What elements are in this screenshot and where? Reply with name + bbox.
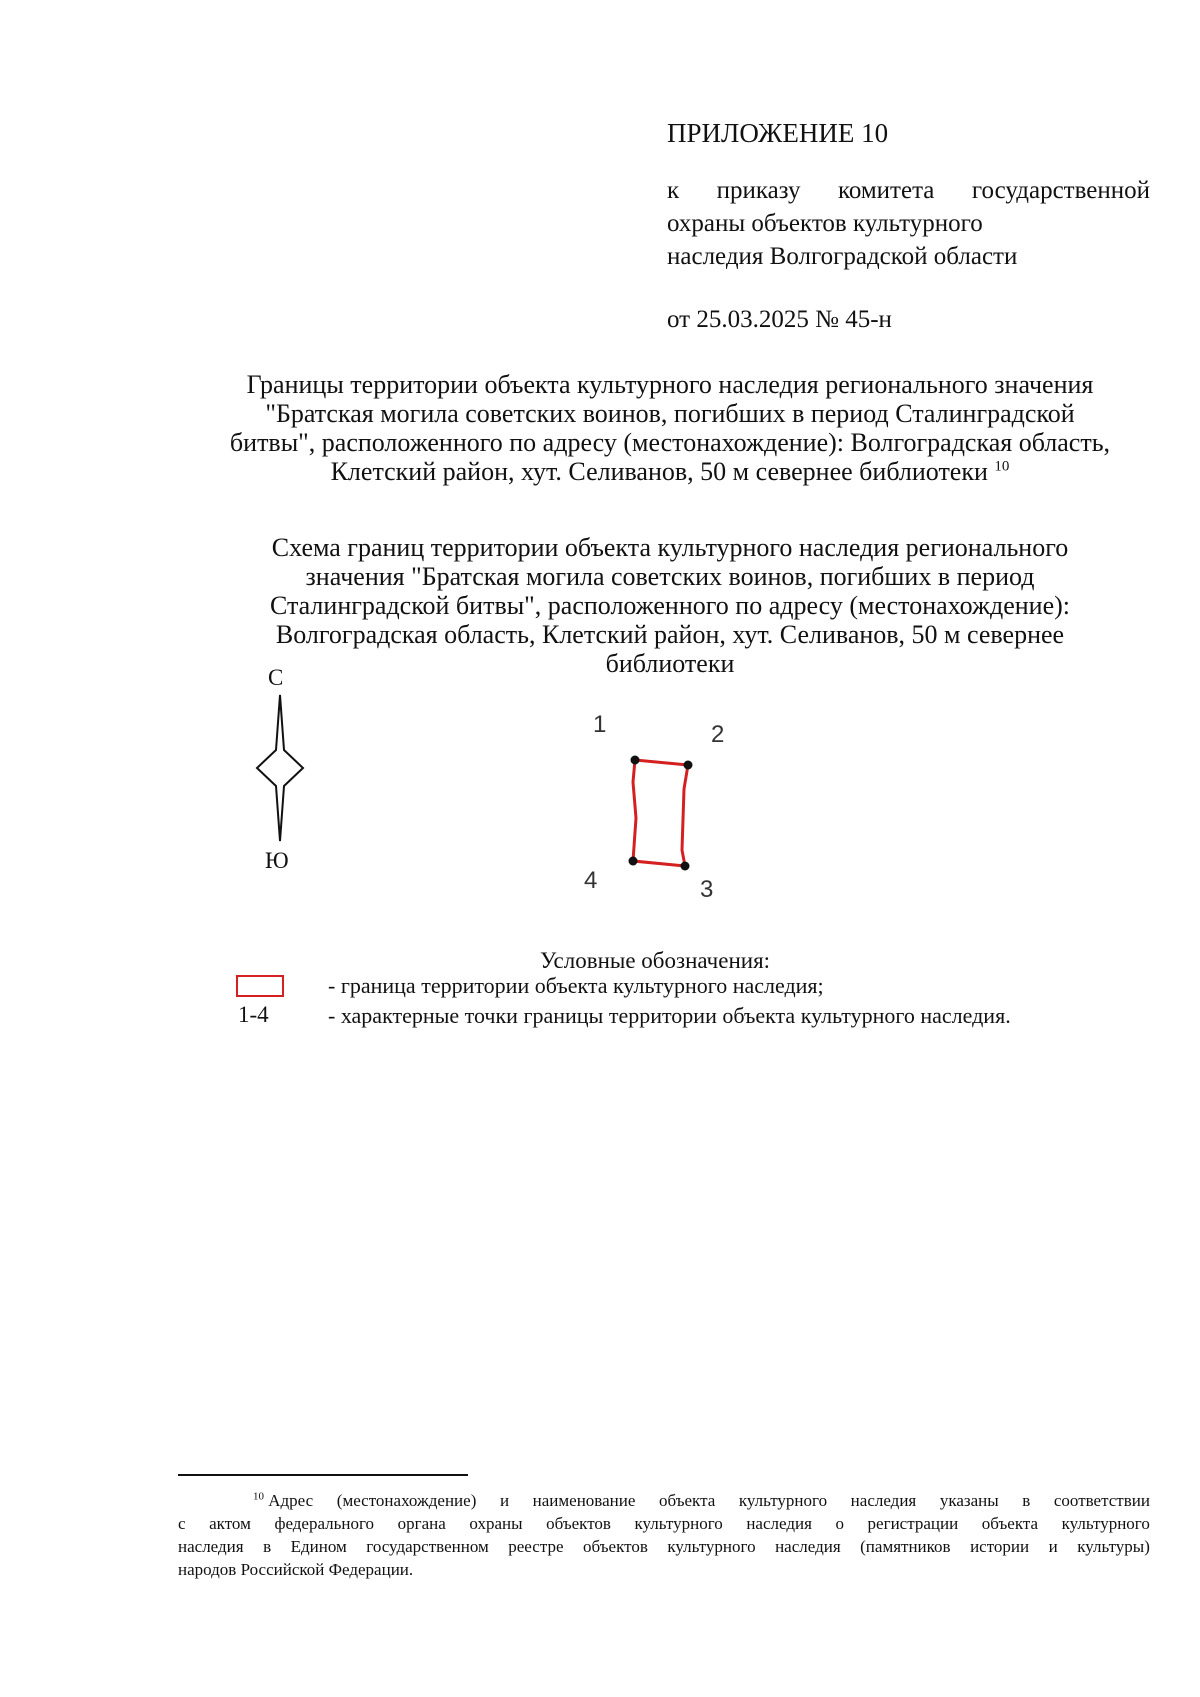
- footnote-word: наследия: [850, 1491, 917, 1510]
- footnote-separator: [178, 1474, 468, 1476]
- main-title: [150, 370, 1190, 486]
- boundary-point-1: [631, 756, 640, 765]
- footnote-word: и: [1048, 1537, 1058, 1556]
- footnote-word: Едином: [290, 1537, 347, 1556]
- footnote-word-first: [253, 1489, 313, 1512]
- footnote-line-3: [178, 1535, 1150, 1558]
- footnote-word: (местонахождение): [336, 1491, 477, 1510]
- scheme-title-line: Волгоградская область, Клетский район, хут. Селиванов, 50 м севернее: [275, 620, 1065, 649]
- footnote-word: государственном: [366, 1537, 489, 1556]
- footnote-word: о: [835, 1514, 844, 1533]
- footnote-word: объекта: [981, 1514, 1039, 1533]
- appendix-ref-word: государственной: [971, 177, 1150, 204]
- footnote-word: культурного: [1061, 1514, 1150, 1533]
- footnote-word: наименование: [532, 1491, 636, 1510]
- footnote-word: в: [263, 1537, 272, 1556]
- boundary-point-3: [681, 862, 690, 871]
- scheme-title-line: Сталинградской битвы", расположенного по адресу (местонахождение):: [269, 591, 1071, 620]
- footnote-word: культурного: [634, 1514, 723, 1533]
- appendix-ref-line-3: наследия Волгоградской области: [667, 243, 1018, 270]
- main-title-line-last: [150, 457, 1190, 486]
- footnote-line-1: [178, 1489, 1150, 1512]
- footnote-word: соответствии: [1053, 1491, 1150, 1510]
- scheme-title: [150, 533, 1190, 678]
- boundary-point-label-3: 3: [700, 876, 714, 903]
- legend-points-key: 1-4: [238, 1002, 269, 1027]
- boundary-polygon: [633, 760, 688, 866]
- footnote-word: реестре: [508, 1537, 564, 1556]
- footnote-word: культурного: [667, 1537, 756, 1556]
- scheme-title-line: Схема границ территории объекта культурного наследия регионального: [271, 533, 1069, 562]
- main-title-line: Клетский район, хут. Селиванов, 50 м севернее библиотеки: [330, 457, 988, 486]
- compass-north-label: С: [268, 665, 284, 690]
- footnote-word: объекта: [658, 1491, 716, 1510]
- boundary-point-label-2: 2: [711, 721, 725, 748]
- footnote-word: указаны: [939, 1491, 999, 1510]
- footnote-word: охраны: [469, 1514, 523, 1533]
- footnote-word: актом: [209, 1514, 251, 1533]
- scheme-title-line: библиотеки: [605, 649, 735, 678]
- compass-south-label: Ю: [265, 848, 289, 873]
- footnote-word: (памятников: [860, 1537, 951, 1556]
- footnote-word: регистрации: [867, 1514, 959, 1533]
- appendix-ref-line-2: охраны объектов культурного: [667, 210, 983, 237]
- legend-boundary-description: - граница территории объекта культурного наследия;: [328, 973, 824, 998]
- footnote-word: истории: [970, 1537, 1030, 1556]
- compass-arrow-icon: [250, 693, 310, 843]
- footnote-word: Адрес: [268, 1491, 314, 1510]
- main-title-line: Границы территории объекта культурного наследия регионального значения: [246, 370, 1094, 399]
- footnote-line-2: [178, 1512, 1150, 1535]
- appendix-ref-word: приказу: [716, 177, 801, 204]
- appendix-title: ПРИЛОЖЕНИЕ 10: [667, 118, 889, 148]
- boundary-point-label-4: 4: [584, 867, 598, 894]
- footnote-word: объектов: [546, 1514, 611, 1533]
- footnote-word: наследия: [178, 1537, 244, 1556]
- footnote-word: федерального: [274, 1514, 375, 1533]
- footnote-word: наследия: [746, 1514, 812, 1533]
- legend-points-description: - характерные точки границы территории объекта культурного наследия.: [328, 1003, 1011, 1028]
- main-title-line: "Братская могила советских воинов, погибших в период Сталинградской: [265, 399, 1075, 428]
- boundary-point-label-1: 1: [593, 711, 607, 738]
- footnote-word: культуры): [1077, 1537, 1150, 1556]
- footnote: [178, 1489, 1150, 1581]
- scheme-title-line: значения "Братская могила советских воинов, погибших в период: [305, 562, 1035, 591]
- footnote-word: культурного: [738, 1491, 828, 1510]
- footnote-line-4: народов Российской Федерации.: [178, 1560, 414, 1579]
- boundary-point-2: [684, 761, 693, 770]
- footnote-word: органа: [397, 1514, 446, 1533]
- appendix-ref-word: комитета: [837, 177, 935, 204]
- appendix-ref-line-1: [667, 174, 1150, 207]
- footnote-word: наследия: [775, 1537, 841, 1556]
- boundary-point-4: [629, 857, 638, 866]
- footnote-word: в: [1022, 1491, 1031, 1510]
- footnote-mark: 10: [253, 1490, 264, 1503]
- legend-boundary-swatch: [236, 975, 284, 997]
- appendix-reference: [667, 174, 1150, 273]
- appendix-date: от 25.03.2025 № 45-н: [667, 306, 892, 333]
- appendix-ref-word: к: [667, 177, 680, 204]
- main-title-line: битвы", расположенного по адресу (местонахождение): Волгоградская область,: [229, 428, 1111, 457]
- footnote-word: и: [499, 1491, 510, 1510]
- footnote-word: объектов: [583, 1537, 648, 1556]
- footnote-reference: 10: [994, 458, 1010, 475]
- legend-title: Условные обозначения:: [540, 948, 771, 973]
- footnote-word: с: [178, 1514, 186, 1533]
